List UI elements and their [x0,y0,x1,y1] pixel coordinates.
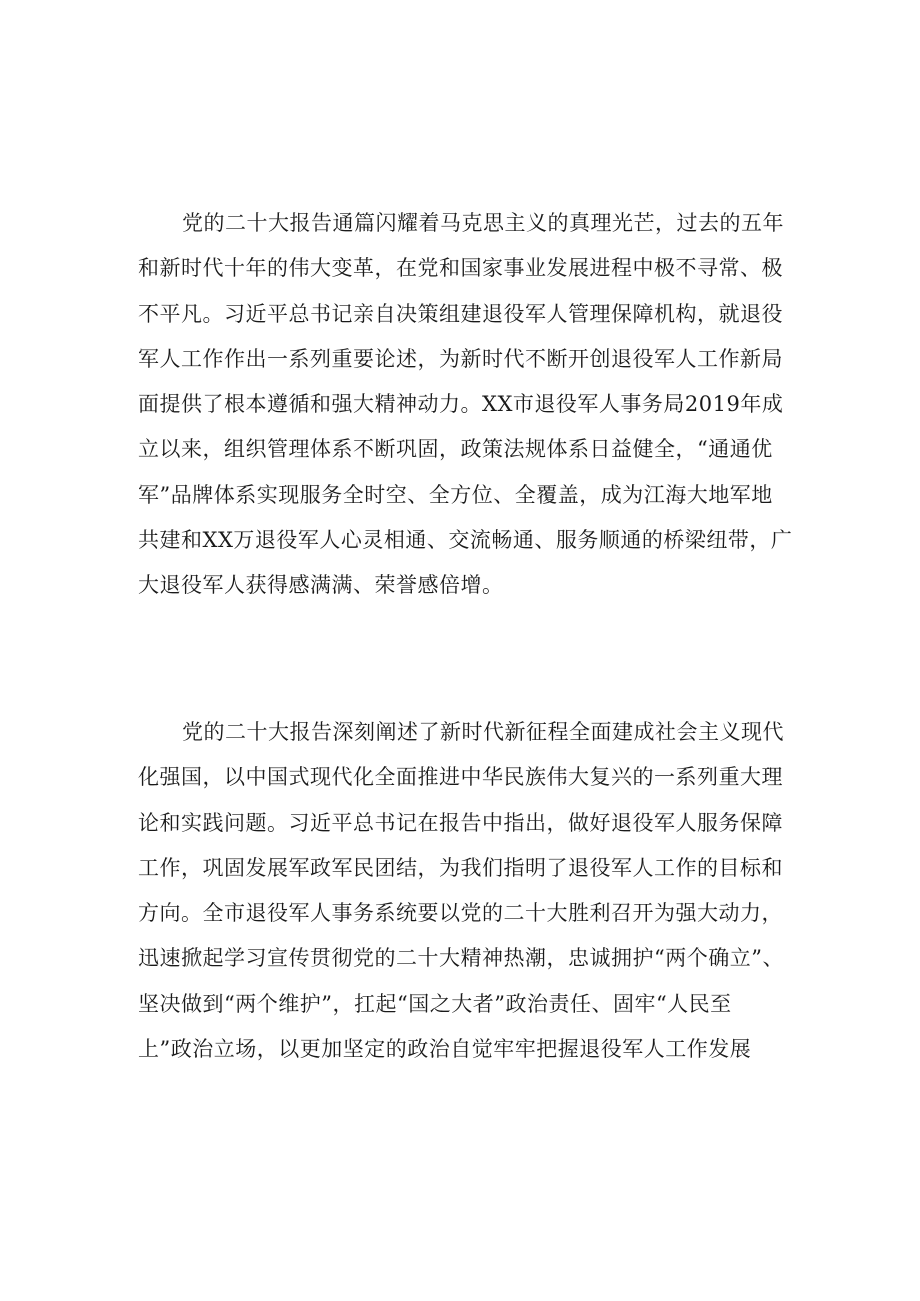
paragraph-2 [138,710,818,1072]
text-line: 军”品牌体系实现服务全时空、全方位、全覆盖，成为江海大地军地 [138,482,773,507]
text-line: 共建和XX万退役军人心灵相通、交流畅通、服务顺通的桥梁纽带，广 [138,528,793,553]
text-line: 党的二十大报告通篇闪耀着马克思主义的真理光芒，过去的五年 [182,211,784,235]
text-line: 方向。全市退役军人事务系统要以党的二十大胜利召开为强大动力， [138,901,783,926]
text-line: 坚决做到“两个维护”，扛起“国之大者”政治责任、固牢“人民至 [138,991,732,1016]
text-line: 论和实践问题。习近平总书记在报告中指出，做好退役军人服务保障 [138,810,783,835]
text-line: 立以来，组织管理体系不断巩固，政策法规体系日益健全，“通通优 [138,437,773,462]
text-line: 和新时代十年的伟大变革，在党和国家事业发展进程中极不寻常、极 [138,256,783,281]
text-line: 军人工作作出一系列重要论述，为新时代不断开创退役军人工作新局 [138,346,783,371]
text-line: 不平凡。习近平总书记亲自决策组建退役军人管理保障机构，就退役 [138,301,783,326]
text-line: 迅速掀起学习宣传贯彻党的二十大精神热潮，忠诚拥护“两个确立”、 [138,946,784,971]
text-line: 党的二十大报告深刻阐述了新时代新征程全面建成社会主义现代 [182,720,784,744]
text-line: 化强国，以中国式现代化全面推进中华民族伟大复兴的一系列重大理 [138,765,783,790]
text-line: 上”政治立场，以更加坚定的政治自觉牢牢把握退役军人工作发展 [138,1037,752,1062]
text-line: 工作，巩固发展军政军民团结，为我们指明了退役军人工作的目标和 [138,855,783,880]
paragraph-1 [138,201,818,609]
text-line: 面提供了根本遵循和强大精神动力。XX市退役军人事务局2019年成 [138,392,784,417]
text-line: 大退役军人获得感满满、荣誉感倍增。 [138,573,504,598]
